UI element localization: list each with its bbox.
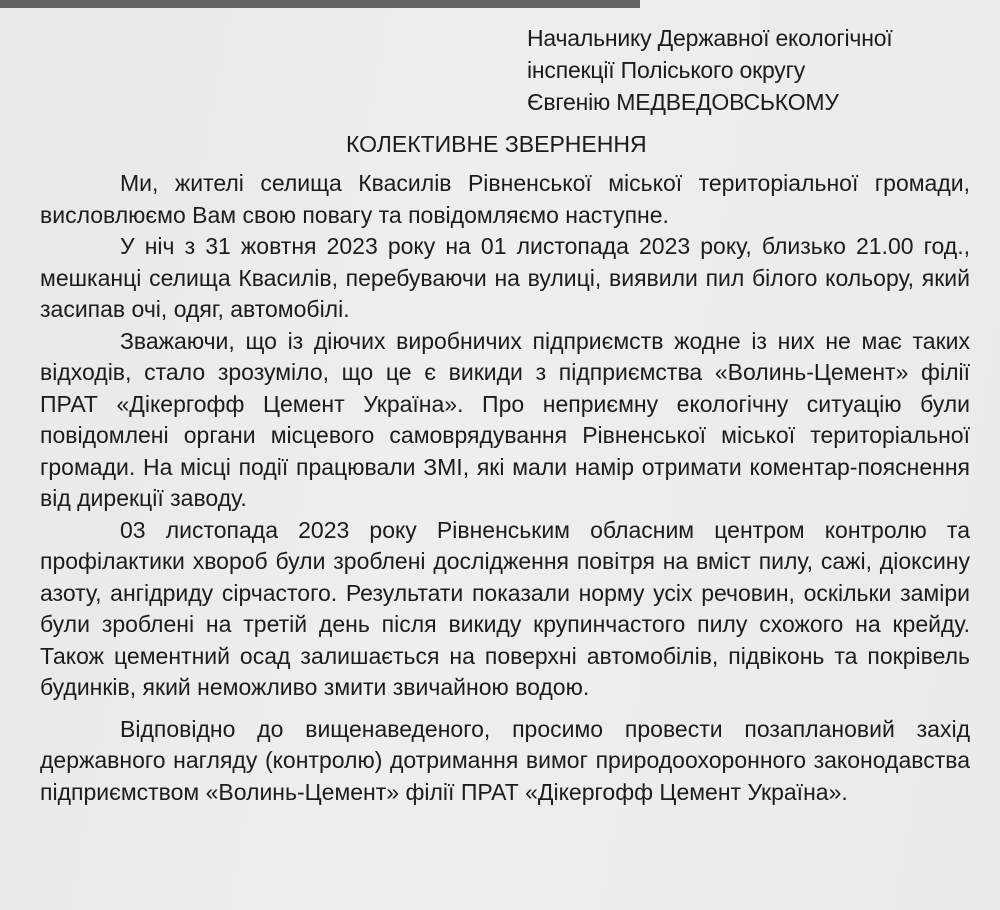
page-edge-shadow	[0, 0, 640, 8]
paragraph: У ніч з 31 жовтня 2023 року на 01 листопада 2023 року, близько 21.00 год., мешканці селища Квасилів, перебуваючи на вулиці, виявили пил білого кольору, який засипав очі, одяг, автомобілі.	[40, 233, 970, 322]
paragraph: Зважаючи, що із діючих виробничих підприємств жодне із них не має таких відходів, стало зрозуміло, що це є викиди з підприємства «Волинь-Цемент» філії ПРАТ «Дікергофф Цемент Україна». Про неприємну екологічну ситуацію були повідомлені органи місцевого самоврядування Рівненської міської територіальної громади. На місці події працювали ЗМІ, які мали намір отримати коментар-пояснення від дирекції заводу.	[40, 327, 970, 511]
recipient-line: Євгенію МЕДВЕДОВСЬКОМУ	[527, 89, 839, 115]
paragraph: 03 листопада 2023 року Рівненським обласним центром контролю та профілактики хвороб були зроблені дослідження повітря на вміст пилу, сажі, діоксину азоту, ангідриду сірчастого. Результати показали норму усіх речовин, оскільки заміри були зроблені на третій день після викиду крупинчастого пилу схожого на крейду. Також цементний осад залишається на поверхні автомобілів, підвіконь та покрівель будинків, який неможливо змити звичайною водою.	[40, 516, 970, 700]
paragraph: Відповідно до вищенаведеного, просимо провести позаплановий захід державного нагляду (контролю) дотримання вимог природоохоронного законодавства підприємством «Волинь-Цемент» філії ПРАТ «Дікергофф Цемент Україна».	[40, 715, 970, 805]
document-body	[40, 168, 970, 808]
recipient-line: Начальнику Державної екологічної	[527, 25, 893, 51]
paragraph: Ми, жителі селища Квасилів Рівненської міської територіальної громади, висловлюємо Вам свою повагу та повідомляємо наступне.	[40, 170, 970, 228]
recipient-line: інспекції Поліського округу	[527, 57, 806, 83]
document-title: КОЛЕКТИВНЕ ЗВЕРНЕННЯ	[346, 131, 647, 157]
recipient-block	[527, 22, 893, 118]
